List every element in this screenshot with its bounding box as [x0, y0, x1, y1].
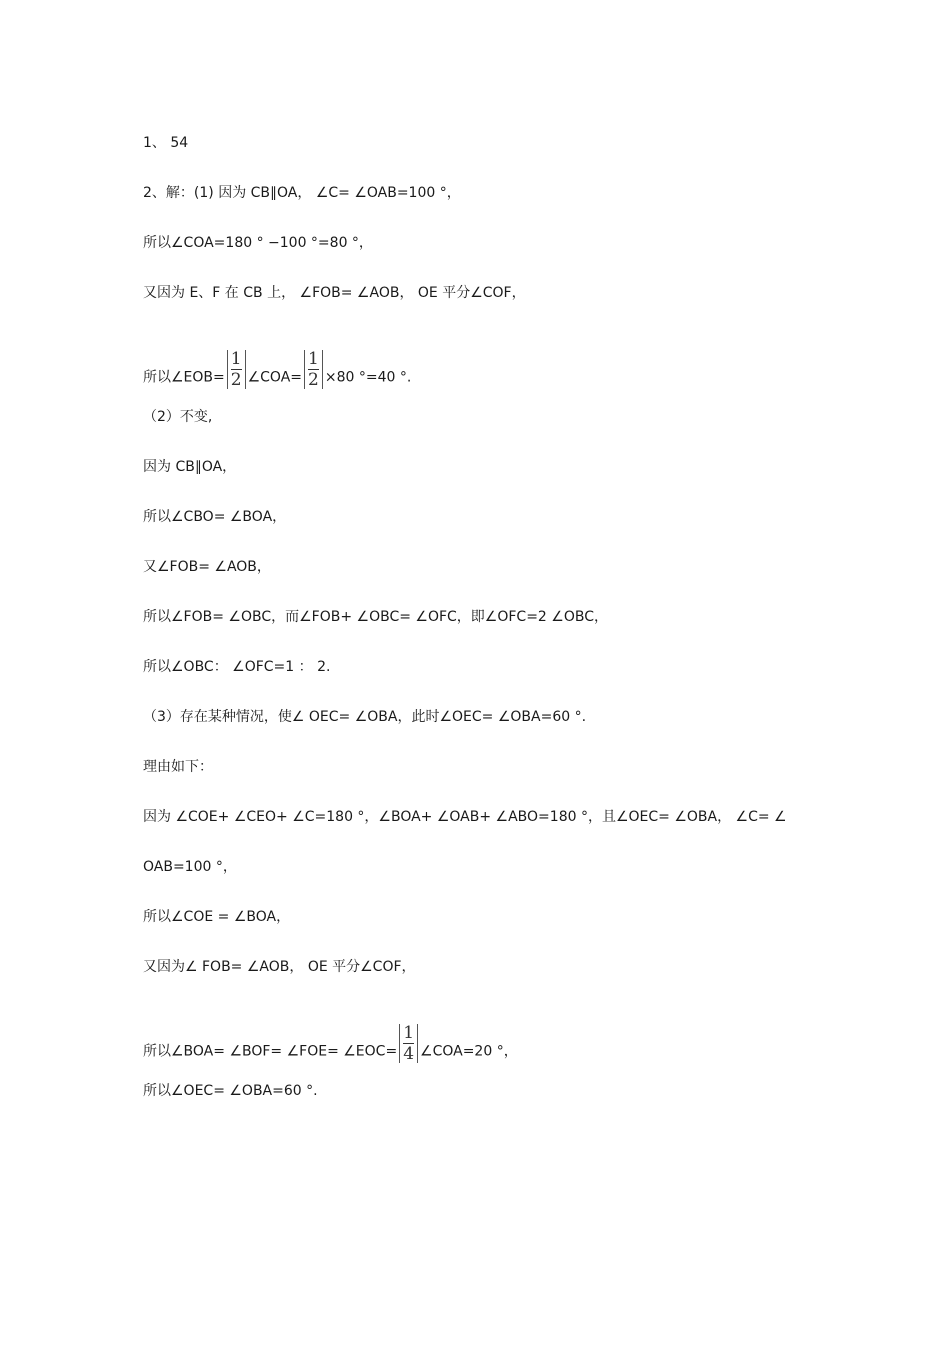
fraction-one-half [227, 350, 246, 389]
answer-2-part-3-line-5: 又因为∠ FOB= ∠AOB， OE 平分∠COF， [143, 959, 416, 975]
answer-2-part-3-line-6 [143, 1023, 518, 1071]
coa-result-text: ∠COA=20 °， [420, 1043, 518, 1060]
fraction-denominator: 2 [308, 370, 319, 390]
answer-2-part-2-line-3: 又∠FOB= ∠AOB， [143, 559, 271, 575]
answer-2-part-3-line-4: 所以∠COE = ∠BOA， [143, 909, 291, 925]
answer-2-part-3-conclusion: 所以∠OEC= ∠OBA=60 °. [143, 1083, 318, 1099]
fraction-numerator: 1 [308, 349, 319, 369]
answer-2-part-1-line-2: 所以∠COA=180 ° −100 °=80 °， [143, 235, 373, 251]
fraction-one-quarter [399, 1024, 418, 1063]
fraction-denominator: 2 [230, 370, 242, 390]
eob-text: 所以∠EOB= [143, 369, 225, 386]
fraction-denominator: 4 [403, 1044, 415, 1064]
angle-chain-text: 所以∠BOA= ∠BOF= ∠FOE= ∠EOC= [143, 1043, 398, 1060]
answer-2-part-3-line-2: 因为 ∠COE+ ∠CEO+ ∠C=180 °，∠BOA+ ∠OAB+ ∠ABO=180 °，且∠OEC= ∠OBA， ∠C= ∠ [143, 809, 787, 825]
answer-2-part-3-heading: （3）存在某种情况，使∠ OEC= ∠OBA，此时∠OEC= ∠OBA=60 °. [143, 709, 587, 725]
answer-2-part-1-line-3: 又因为 E、F 在 CB 上， ∠FOB= ∠AOB， OE 平分∠COF， [143, 285, 526, 301]
fraction-numerator: 1 [230, 349, 242, 369]
answer-2-part-1-line-4 [143, 349, 412, 397]
answer-1: 1、 54 [143, 135, 189, 151]
result-text: ×80 °=40 °. [324, 369, 412, 386]
answer-2-part-2-line-1: 因为 CB∥OA， [143, 459, 237, 475]
coa-text: ∠COA= [247, 369, 303, 386]
answer-2-part-2-heading: （2）不变, [143, 409, 213, 425]
fraction-one-half [304, 350, 323, 389]
answer-2-part-2-line-4: 所以∠FOB= ∠OBC，而∠FOB+ ∠OBC= ∠OFC，即∠OFC=2 ∠OBC， [143, 609, 608, 625]
answer-2-part-2-line-2: 所以∠CBO= ∠BOA， [143, 509, 287, 525]
fraction-numerator: 1 [403, 1023, 415, 1043]
answer-2-part-2-line-5: 所以∠OBC： ∠OFC=1 ： 2. [143, 659, 331, 675]
answer-2-part-3-line-1: 理由如下： [143, 759, 213, 775]
answer-2-part-1-line-1: 2、解：(1) 因为 CB∥OA， ∠C= ∠OAB=100 °， [143, 185, 461, 201]
answer-2-part-3-line-3: OAB=100 °， [143, 859, 237, 875]
